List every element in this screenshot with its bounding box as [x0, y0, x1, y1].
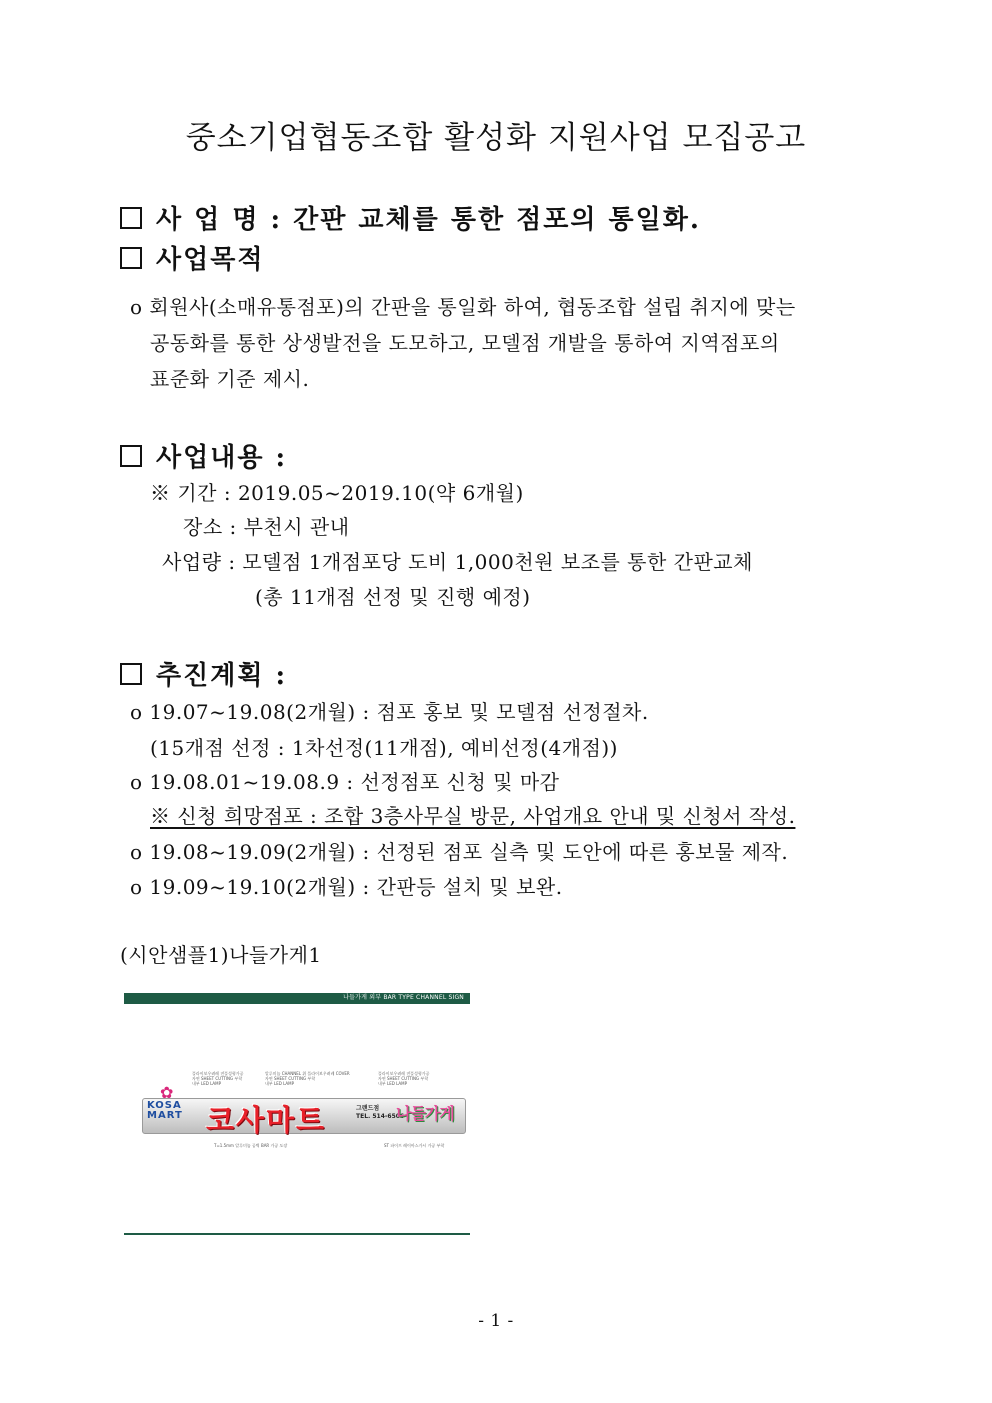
nadeul-gage-logo: 나들가게 [396, 1104, 454, 1123]
branch-tel: TEL. 514-6506 [356, 1113, 405, 1120]
sign-header-bar [124, 993, 470, 1004]
section-content [120, 437, 287, 474]
section-content-text: 사업내용 : [156, 443, 288, 473]
sign-footer-rule [124, 1233, 470, 1235]
sign-annotation-middle [265, 1071, 350, 1086]
sign-header-text: 나들가게 외부 BAR TYPE CHANNEL SIGN [343, 994, 464, 1001]
annotation-line: 플라이보우려레 전플성형가공 [378, 1071, 430, 1076]
section-plan-text: 추진계획 : [156, 661, 288, 691]
sign-annotation-left [192, 1071, 244, 1086]
page-number: - 1 - [478, 1311, 514, 1331]
content-location: 장소 : 부천시 관내 [183, 515, 350, 539]
section-business-name-text: 사 업 명 : 간판 교체를 통한 점포의 통일화. [156, 205, 701, 235]
purpose-line-3: 표준화 기준 제시. [150, 367, 310, 391]
page-title: 중소기업협동조합 활성화 지원사업 모집공고 [185, 120, 807, 156]
checkbox-icon [120, 247, 142, 269]
checkbox-icon [120, 663, 142, 685]
content-volume-note: (총 11개점 선정 및 진행 예정) [255, 585, 531, 609]
annotation-line: 내부 LED LAMP [378, 1081, 408, 1086]
section-purpose [120, 239, 264, 276]
section-plan [120, 655, 287, 692]
kosa-mart-logo [147, 1101, 183, 1121]
checkbox-icon [120, 207, 142, 229]
plan-line-4: ※ 신청 희망점포 : 조합 3층사무실 방문, 사업개요 안내 및 신청서 작성. [150, 804, 796, 828]
brand-name: 코사마트 [206, 1103, 327, 1137]
purpose-line-2: 공동화를 통한 상생발전을 도모하고, 모델점 개발을 통하여 지역점포의 [150, 331, 780, 355]
sign-annotation-bottom-right: ST 파이프 레이아스가시 가공 부착 [384, 1143, 445, 1148]
annotation-line: 내부 LED LAMP [192, 1081, 222, 1086]
kosa-logo-line1: KOSA [147, 1100, 182, 1111]
purpose-line-1: o 회원사(소매유통점포)의 간판을 통일화 하여, 협동조합 설립 취지에 맞는 [130, 295, 796, 319]
annotation-line: 자연 SHEET CUTTING 부착 [192, 1076, 243, 1081]
annotation-line: 자연 SHEET CUTTING 부착 [378, 1076, 429, 1081]
sign-annotation-right [378, 1071, 430, 1086]
content-volume: 사업량 : 모델점 1개점포당 도비 1,000천원 보조를 통한 간판교체 [162, 550, 753, 574]
plan-line-1: o 19.07~19.08(2개월) : 점포 홍보 및 모델점 선정절차. [130, 700, 649, 724]
sample-caption: (시안샘플1)나들가게1 [120, 943, 322, 967]
section-business-name [120, 199, 701, 236]
annotation-line: 자연 SHEET CUTTING 부착 [265, 1076, 316, 1081]
section-purpose-text: 사업목적 [156, 245, 265, 275]
content-period: ※ 기간 : 2019.05~2019.10(약 6개월) [150, 481, 524, 505]
plan-line-5: o 19.08~19.09(2개월) : 선정된 점포 실측 및 도안에 따른 홍보물 제작. [130, 840, 789, 864]
sign-annotation-bottom-left: T=1.5mm 알루미늄 공벽 BAR 가공 도장 [214, 1143, 288, 1148]
branch-name: 그랜드점 [356, 1105, 380, 1112]
annotation-line: 알루미늄 CHANNEL 위 플라이보우려레 COVER [265, 1071, 350, 1076]
kosa-logo-line2: MART [147, 1110, 183, 1121]
checkbox-icon [120, 445, 142, 467]
plan-line-2: (15개점 선정 : 1차선정(11개점), 예비선정(4개점)) [150, 736, 618, 760]
plan-line-3: o 19.08.01~19.08.9 : 선정점포 신청 및 마감 [130, 770, 560, 794]
plan-line-6: o 19.09~19.10(2개월) : 간판등 설치 및 보완. [130, 875, 563, 899]
annotation-line: 플라이보우려레 전플성형가공 [192, 1071, 244, 1076]
annotation-line: 내부 LED LAMP [265, 1081, 295, 1086]
flower-icon: ✿ [160, 1083, 174, 1102]
